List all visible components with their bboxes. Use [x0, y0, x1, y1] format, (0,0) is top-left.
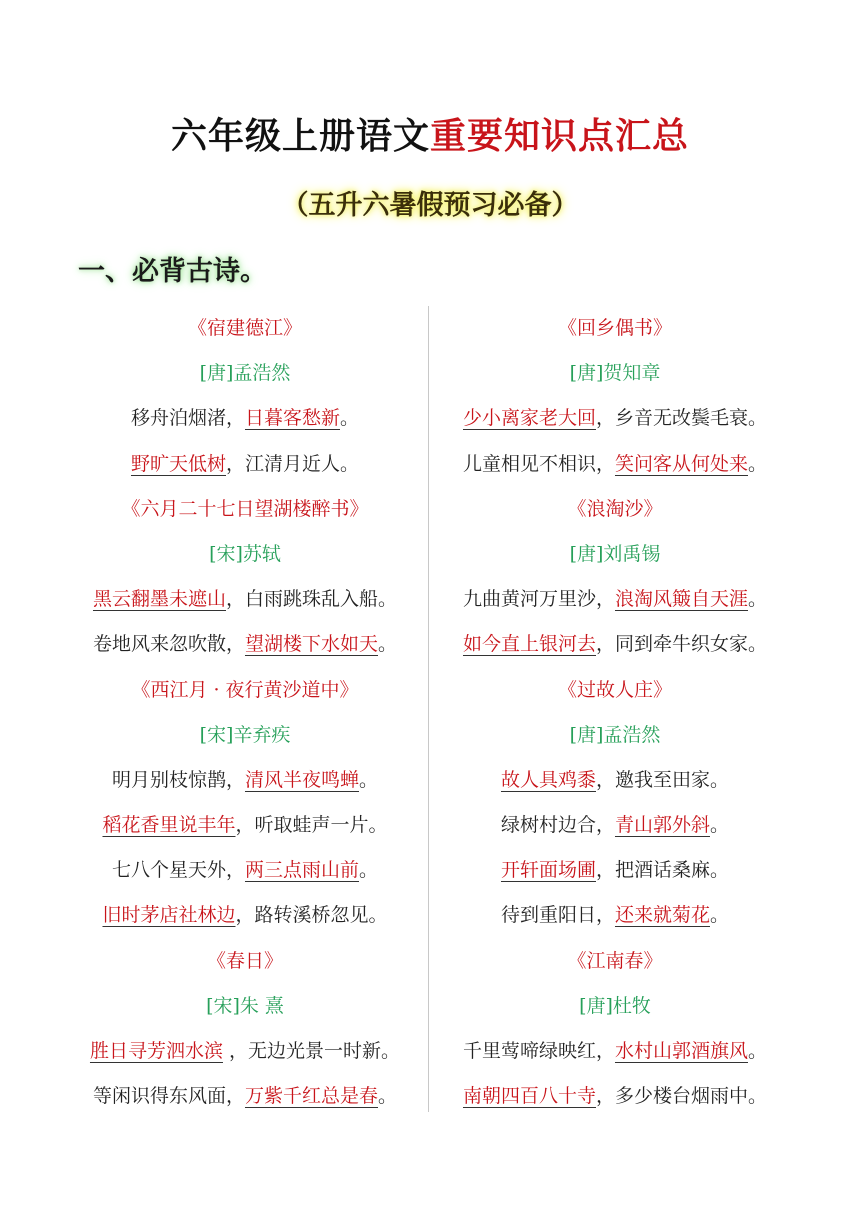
verse-text: 。 — [710, 904, 730, 927]
poem-line — [440, 622, 790, 667]
poem-title: 《江南春》 — [567, 949, 663, 972]
poem-author: [唐]刘禹锡 — [569, 542, 661, 565]
verse-text: 。 — [359, 768, 379, 791]
poem-line — [440, 577, 790, 622]
poem-line — [440, 758, 790, 803]
verse-text: ，同到牵牛织女家。 — [596, 633, 768, 656]
poem-line — [72, 577, 418, 622]
poem-line — [440, 442, 790, 487]
highlighted-verse: 万紫千红总是春 — [244, 1085, 378, 1108]
verse-text: ，无边光景一时新。 — [222, 1040, 401, 1062]
page-title — [0, 112, 860, 162]
verse-text: ，邀我至田家。 — [596, 768, 730, 791]
poem-line — [72, 803, 418, 848]
poem-line — [72, 1074, 418, 1119]
page-subtitle: （五升六暑假预习必备） — [281, 190, 579, 221]
verse-text: ，白雨跳珠乱入船。 — [226, 588, 398, 611]
poem-author: [唐]孟浩然 — [569, 723, 661, 746]
column-divider — [428, 306, 429, 1112]
verse-text: 。 — [748, 452, 768, 475]
verse-text: 绿树村边合， — [500, 814, 615, 837]
verse-text: ，江清月近人。 — [226, 452, 360, 475]
highlighted-verse: 望湖楼下水如天 — [244, 633, 378, 656]
verse-text: ，多少楼台烟雨中。 — [596, 1085, 768, 1108]
poem-title: 《浪淘沙》 — [567, 497, 663, 520]
poem-line — [440, 893, 790, 938]
verse-text: 儿童相见不相识， — [462, 452, 615, 475]
highlighted-verse: 笑问客从何处来 — [614, 452, 748, 475]
title-black-part: 六年级上册语文 — [170, 116, 430, 157]
poem-title: 《回乡偶书》 — [557, 317, 672, 339]
verse-text: 。 — [710, 814, 730, 837]
verse-text: 移舟泊烟渚， — [130, 407, 245, 430]
left-poem-column — [72, 306, 418, 1119]
poem-title: 《西江月 · 夜行黄沙道中》 — [131, 678, 359, 701]
verse-text: 千里莺啼绿映红， — [462, 1040, 615, 1062]
poem-line — [72, 622, 418, 667]
highlighted-verse: 故人具鸡黍 — [500, 768, 596, 791]
poem-author: [宋]苏轼 — [209, 542, 281, 565]
verse-text: 九曲黄河万里沙， — [462, 588, 615, 611]
poem-title: 《宿建德江》 — [187, 317, 302, 339]
verse-text: 明月别枝惊鹊， — [111, 768, 245, 791]
highlighted-verse: 两三点雨山前 — [244, 859, 359, 882]
highlighted-verse: 开轩面场圃 — [500, 859, 596, 882]
highlighted-verse: 青山郭外斜 — [614, 814, 710, 837]
verse-text: 。 — [340, 407, 360, 430]
right-poem-column — [440, 306, 790, 1119]
verse-text: ，路转溪桥忽见。 — [235, 904, 388, 927]
poem-title: 《六月二十七日望湖楼醉书》 — [121, 497, 369, 520]
poem-author: [唐]贺知章 — [569, 362, 661, 385]
verse-text: 卷地风来忽吹散， — [92, 633, 245, 656]
highlighted-verse: 旧时茅店社林边 — [102, 904, 236, 927]
highlighted-verse: 水村山郭酒旗风 — [614, 1040, 748, 1062]
verse-text: 。 — [748, 1040, 768, 1062]
poem-line — [72, 1029, 418, 1074]
verse-text: 七八个星天外， — [111, 859, 245, 882]
highlighted-verse: 南朝四百八十寺 — [462, 1085, 596, 1108]
section-heading: 一、必背古诗。 — [78, 256, 267, 287]
poem-author: [唐]孟浩然 — [199, 362, 291, 385]
poem-line — [72, 848, 418, 893]
poem-author: [唐]杜牧 — [579, 994, 651, 1017]
poem-line — [440, 396, 790, 441]
poem-author: [宋]辛弃疾 — [199, 723, 291, 746]
highlighted-verse: 少小离家老大回 — [462, 407, 596, 430]
verse-text: ，乡音无改鬓毛衰。 — [596, 407, 768, 430]
poem-line — [440, 848, 790, 893]
highlighted-verse: 胜日寻芳泗水滨 — [89, 1040, 223, 1062]
highlighted-verse: 野旷天低树 — [130, 452, 226, 475]
poem-line — [440, 1029, 790, 1074]
poem-author: [宋]朱 熹 — [206, 994, 284, 1017]
poem-line — [72, 758, 418, 803]
poem-line — [72, 893, 418, 938]
poem-line — [72, 396, 418, 441]
title-red-part: 重要知识点汇总 — [430, 116, 690, 157]
verse-text: ，听取蛙声一片。 — [235, 814, 388, 837]
poem-line — [72, 442, 418, 487]
verse-text: 。 — [378, 1085, 398, 1108]
highlighted-verse: 还来就菊花 — [614, 904, 710, 927]
highlighted-verse: 浪淘风簸自天涯 — [614, 588, 748, 611]
verse-text: 。 — [748, 588, 768, 611]
verse-text: 等闲识得东风面， — [92, 1085, 245, 1108]
highlighted-verse: 黑云翻墨未遮山 — [92, 588, 226, 611]
poem-title: 《过故人庄》 — [557, 678, 672, 701]
verse-text: ，把酒话桑麻。 — [596, 859, 730, 882]
poem-line — [440, 803, 790, 848]
verse-text: 。 — [359, 859, 379, 882]
highlighted-verse: 清风半夜鸣蝉 — [244, 768, 359, 791]
verse-text: 待到重阳日， — [500, 904, 615, 927]
verse-text: 。 — [378, 633, 398, 656]
highlighted-verse: 日暮客愁新 — [244, 407, 340, 430]
poem-title: 《春日》 — [206, 949, 283, 972]
highlighted-verse: 如今直上银河去 — [462, 633, 596, 656]
highlighted-verse: 稻花香里说丰年 — [102, 814, 236, 837]
poem-line — [440, 1074, 790, 1119]
